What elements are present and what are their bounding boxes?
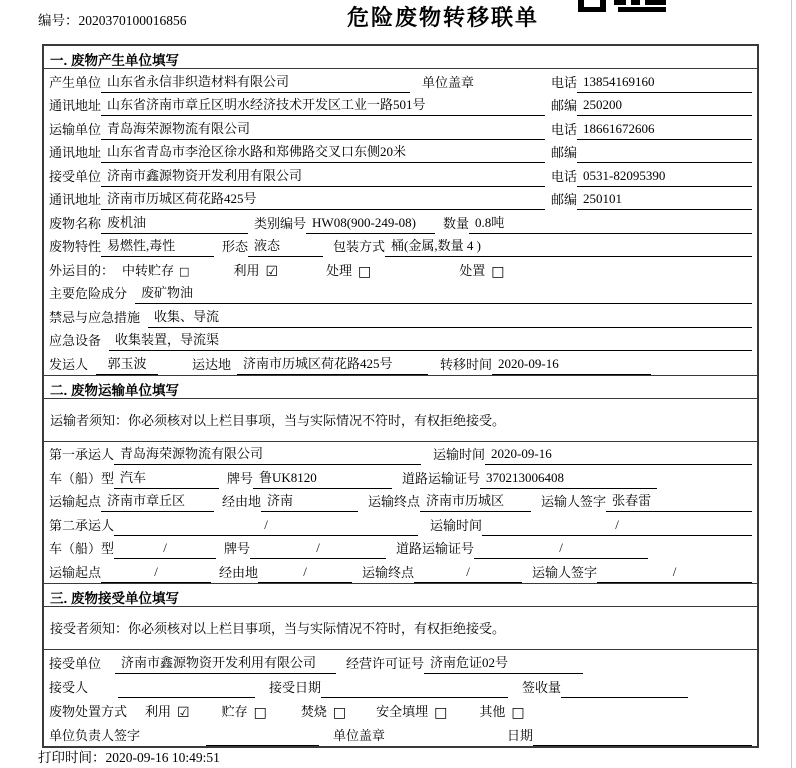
- row-disposal-method: [44, 698, 757, 722]
- route1-sign-label: 运输人签字: [541, 494, 607, 509]
- row-producer: [44, 69, 757, 93]
- dispatcher-label: 发运人: [49, 356, 89, 372]
- carrier1-label: 第一承运人: [49, 447, 115, 462]
- receiver-label: 接受单位: [49, 168, 102, 184]
- permit2-label: 道路运输证号: [396, 541, 475, 556]
- row-emergency-equipment: [44, 328, 757, 352]
- sign-date-value: [533, 728, 752, 746]
- producer-zip-label: 邮编: [550, 98, 577, 113]
- disposal-option-burn-label: 焚烧: [300, 703, 327, 719]
- serial-label: 编号：: [38, 13, 79, 28]
- disposal-option-store-checkbox-icon: □: [253, 704, 267, 721]
- disposal-label: 废物处置方式: [49, 703, 128, 719]
- row-receiver: [44, 163, 757, 187]
- unit-stamp-label: 单位盖章: [333, 727, 386, 743]
- row-route2: [44, 559, 757, 583]
- receiver-addr-value: 济南市历城区荷花路425号: [101, 188, 545, 210]
- receiver-value: 济南市鑫源物资开发利用有限公司: [101, 165, 545, 187]
- accept-person-label: 接受人: [49, 679, 89, 695]
- receipt-qty-label: 签收量: [522, 679, 562, 695]
- vehicle1-value: 汽车: [114, 467, 219, 489]
- section1-heading: 一. 废物产生单位填写: [44, 46, 757, 69]
- producer-label: 产生单位: [49, 74, 102, 90]
- receiver-addr-label: 通讯地址: [49, 192, 102, 207]
- waste-form-value: 液态: [248, 235, 323, 257]
- vehicle2-value: /: [114, 540, 216, 559]
- route2-sign-value: /: [597, 564, 752, 583]
- route2-start-label: 运输起点: [49, 564, 102, 580]
- purpose-option-storage-checkbox-icon: □: [179, 264, 190, 278]
- row-taboo-measures: [44, 304, 757, 328]
- section-transporter: [44, 375, 757, 583]
- waste-pack-value: 桶(金属,数量 4 ): [385, 235, 752, 257]
- transporter-label: 运输单位: [49, 121, 102, 137]
- license-label: 经营许可证号: [346, 655, 425, 671]
- receiver-tel-label: 电话: [550, 168, 577, 184]
- row-dispatcher: [44, 351, 757, 375]
- print-time-value: 2020-09-16 10:49:51: [105, 750, 220, 765]
- license-value: 济南危证02号: [424, 652, 583, 674]
- route1-sign-value: 张春雷: [606, 490, 752, 512]
- accept-unit-label: 接受单位: [49, 655, 102, 671]
- row-transporter-address: [44, 140, 757, 164]
- carrier1-time-value: 2020-09-16: [485, 446, 752, 465]
- carrier1-value: 青岛海荣源物流有限公司: [114, 443, 421, 465]
- disposal-option-use-label: 利用: [145, 703, 172, 719]
- row-waste-name: [44, 210, 757, 234]
- transporter-notice: 运输者须知：你必须核对以上栏目事项，当与实际情况不符时，有权拒绝接受。: [44, 399, 757, 442]
- row-vehicle2: [44, 536, 757, 560]
- plate1-label: 牌号: [227, 470, 254, 486]
- plate2-label: 牌号: [224, 541, 251, 556]
- producer-value: 山东省永信非织造材料有限公司: [101, 71, 410, 93]
- waste-qty-value: 0.8吨: [469, 212, 752, 234]
- dispatcher-value: 郭玉波: [96, 353, 158, 375]
- producer-addr-value: 山东省济南市章丘区明水经济技术开发区工业一路501号: [101, 94, 545, 116]
- route1-via-label: 经由地: [222, 494, 262, 509]
- purpose-option-storage-label: 中转贮存: [122, 262, 175, 278]
- serial-value: 2020370100016856: [78, 13, 187, 28]
- row-transporter: [44, 116, 757, 140]
- row-producer-address: [44, 93, 757, 117]
- disposal-option-landfill-label: 安全填埋: [376, 703, 429, 719]
- route1-start-value: 济南市章丘区: [101, 490, 214, 512]
- route2-via-label: 经由地: [219, 564, 259, 580]
- receiver-zip-label: 邮编: [550, 192, 577, 207]
- waste-name-value: 废机油: [101, 212, 248, 234]
- transporter-zip-value: [577, 145, 752, 163]
- row-vehicle1: [44, 465, 757, 489]
- transporter-tel-value: 18661672606: [577, 121, 752, 140]
- disposal-option-use-checkbox-icon: ☑: [177, 704, 190, 721]
- transfer-manifest-form: [42, 44, 759, 748]
- taboo-value: 收集、导流: [148, 306, 752, 328]
- producer-tel-label: 电话: [550, 74, 577, 90]
- carrier2-time-label: 运输时间: [430, 517, 483, 533]
- producer-tel-value: 13854169160: [577, 74, 752, 93]
- permit1-value: 370213006408: [480, 470, 657, 489]
- receiver-zip-value: 250101: [577, 191, 752, 210]
- disposal-option-landfill-checkbox-icon: □: [434, 704, 448, 721]
- purpose-option-dispose-checkbox-icon: □: [491, 263, 505, 280]
- carrier1-time-label: 运输时间: [433, 447, 486, 462]
- row-waste-properties: [44, 234, 757, 258]
- row-accept-unit: [44, 650, 757, 674]
- row-second-carrier: [44, 512, 757, 536]
- purpose-option-use-checkbox-icon: ☑: [265, 263, 279, 280]
- sign-date-label: 日期: [507, 727, 534, 743]
- page-edge-divider: [791, 0, 792, 768]
- purpose-label: 外运目的：: [49, 262, 115, 278]
- plate2-value: /: [250, 540, 386, 559]
- route1-end-value: 济南市历城区: [420, 490, 531, 512]
- waste-qty-label: 数量: [443, 215, 470, 231]
- section3-heading: 三. 废物接受单位填写: [44, 584, 757, 607]
- route2-end-value: /: [414, 564, 522, 583]
- section-producer: [44, 46, 757, 375]
- permit2-value: /: [474, 540, 648, 559]
- purpose-option-use-label: 利用: [233, 262, 260, 278]
- purpose-option-dispose-label: 处置: [459, 262, 486, 278]
- waste-pack-label: 包装方式: [333, 239, 386, 254]
- transporter-zip-label: 邮编: [550, 145, 577, 160]
- accept-date-value: [321, 680, 508, 698]
- carrier2-value: /: [114, 517, 418, 536]
- row-transfer-purpose: [44, 257, 757, 281]
- print-time-label: 打印时间：: [38, 750, 106, 765]
- transfer-time-value: 2020-09-16: [492, 356, 651, 375]
- row-route1: [44, 489, 757, 513]
- hazard-value: 废矿物油: [135, 282, 752, 304]
- route2-start-value: /: [101, 564, 211, 583]
- waste-code-value: HW08(900-249-08): [306, 215, 435, 234]
- destination-value: 济南市历城区荷花路425号: [237, 353, 428, 375]
- purpose-option-treat-label: 处理: [326, 262, 353, 278]
- waste-props-label: 废物特性: [49, 239, 102, 254]
- waste-name-label: 废物名称: [49, 215, 102, 231]
- section-receiver: [44, 583, 757, 746]
- accept-date-label: 接受日期: [269, 679, 322, 695]
- purpose-option-treat-checkbox-icon: □: [358, 263, 372, 280]
- transporter-tel-label: 电话: [550, 121, 577, 137]
- row-responsible-signature: [44, 722, 757, 746]
- route1-end-label: 运输终点: [368, 494, 421, 509]
- receiver-tel-value: 0531-82095390: [577, 168, 752, 187]
- hazard-label: 主要危险成分: [49, 286, 128, 301]
- waste-code-label: 类别编号: [254, 215, 307, 231]
- receipt-qty-value: [561, 680, 688, 698]
- page-title: 危险废物转移联单: [346, 5, 539, 30]
- disposal-option-store-label: 贮存: [221, 703, 248, 719]
- plate1-value: 鲁UK8120: [253, 467, 392, 489]
- disposal-option-burn-checkbox-icon: □: [332, 704, 347, 721]
- row-receiver-address: [44, 187, 757, 211]
- carrier2-time-value: /: [482, 517, 752, 536]
- responsible-sign-label: 单位负责人签字: [49, 727, 141, 743]
- permit1-label: 道路运输证号: [402, 470, 481, 486]
- taboo-label: 禁忌与应急措施: [49, 309, 141, 325]
- accept-person-value: [118, 680, 255, 698]
- route2-end-label: 运输终点: [362, 564, 415, 580]
- waste-props-value: 易燃性,毒性: [101, 235, 214, 257]
- producer-addr-label: 通讯地址: [49, 98, 102, 113]
- producer-zip-value: 250200: [577, 97, 752, 116]
- section2-heading: 二. 废物运输单位填写: [44, 376, 757, 399]
- route1-start-label: 运输起点: [49, 494, 102, 509]
- transporter-addr-value: 山东省青岛市李沧区徐水路和郑佛路交叉口东侧20米: [101, 141, 545, 163]
- disposal-option-other-checkbox-icon: □: [511, 704, 525, 721]
- destination-label: 运达地: [192, 356, 232, 372]
- accept-unit-value: 济南市鑫源物资开发利用有限公司: [115, 652, 336, 674]
- receiver-notice: 接受者须知：你必须核对以上栏目事项，当与实际情况不符时，有权拒绝接受。: [44, 607, 757, 650]
- route2-via-value: /: [258, 564, 352, 583]
- disposal-option-other-label: 其他: [479, 703, 506, 719]
- transporter-value: 青岛海荣源物流有限公司: [101, 118, 545, 140]
- waste-form-label: 形态: [222, 239, 249, 254]
- row-main-hazard: [44, 281, 757, 305]
- stamp-label: 单位盖章: [422, 74, 475, 90]
- equipment-value: 收集装置，导流渠: [109, 329, 752, 351]
- row-first-carrier: [44, 442, 757, 466]
- responsible-sign-value: [206, 728, 319, 746]
- qr-code-partial-icon: [578, 0, 670, 12]
- route1-via-value: 济南: [261, 490, 358, 512]
- carrier2-label: 第二承运人: [49, 517, 115, 533]
- vehicle1-label: 车（船）型: [49, 470, 115, 486]
- transporter-addr-label: 通讯地址: [49, 145, 102, 160]
- vehicle2-label: 车（船）型: [49, 541, 115, 556]
- equipment-label: 应急设备: [49, 333, 102, 348]
- route2-sign-label: 运输人签字: [532, 564, 598, 580]
- row-accept-person: [44, 674, 757, 698]
- transfer-time-label: 转移时间: [440, 356, 493, 372]
- print-time-line: [38, 746, 220, 766]
